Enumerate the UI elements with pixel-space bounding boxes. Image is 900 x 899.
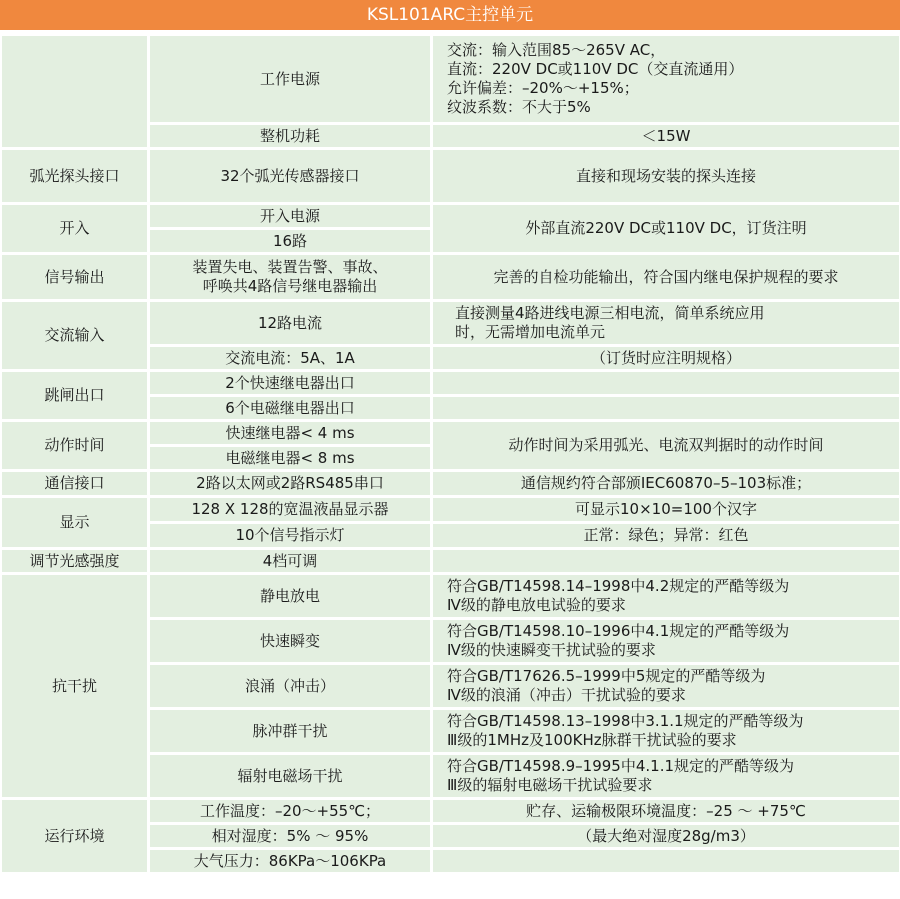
sub-cell-binary-in-count: 16路 — [150, 230, 430, 252]
ac-in-line: 时，无需增加电流单元 — [455, 323, 606, 341]
sub-cell-lcd: 128 X 128的宽温液晶显示器 — [150, 498, 430, 521]
table-row — [2, 550, 899, 572]
cat-cell-emc: 抗干扰 — [2, 575, 147, 797]
val-cell-light-adj — [433, 550, 899, 572]
val-cell-consumption: ＜15W — [433, 125, 899, 147]
val-cell-lcd: 可显示10×10=100个汉字 — [433, 498, 899, 521]
cat-cell-display: 显示 — [2, 498, 147, 547]
emc-line: 符合GB/T14598.13–1998中3.1.1规定的严酷等级为 — [447, 712, 804, 730]
val-cell-burst — [433, 710, 899, 752]
cat-cell-arc-probe: 弧光探头接口 — [2, 150, 147, 202]
sub-cell-temp: 工作温度：–20～+55℃； — [150, 800, 430, 822]
emc-line: Ⅲ级的1MHz及100KHz脉群干扰试验的要求 — [447, 731, 737, 749]
sub-cell-leds: 10个信号指示灯 — [150, 524, 430, 547]
emc-line: Ⅲ级的辐射电磁场干扰试验要求 — [447, 776, 653, 794]
val-cell-binary-in: 外部直流220V DC或110V DC，订货注明 — [433, 205, 899, 252]
table-row — [2, 472, 899, 495]
sub-cell-consumption: 整机功耗 — [150, 125, 430, 147]
emc-line: 符合GB/T14598.10–1996中4.1规定的严酷等级为 — [447, 622, 790, 640]
table-row — [2, 302, 899, 344]
val-cell-esd — [433, 575, 899, 617]
emc-line: 符合GB/T14598.14–1998中4.2规定的严酷等级为 — [447, 577, 790, 595]
sub-cell-pressure: 大气压力：86KPa～106KPa — [150, 850, 430, 872]
sub-cell-arc-probe: 32个弧光传感器接口 — [150, 150, 430, 202]
val-cell-eft — [433, 620, 899, 662]
work-power-line: 直流：220V DC或110V DC（交直流通用） — [447, 60, 744, 78]
cat-cell-light-adj: 调节光感强度 — [2, 550, 147, 572]
table-row — [2, 422, 899, 444]
val-cell-arc-probe: 直接和现场安装的探头连接 — [433, 150, 899, 202]
cat-cell-binary-in: 开入 — [2, 205, 147, 252]
cat-cell-action-time: 动作时间 — [2, 422, 147, 469]
table-row — [2, 372, 899, 394]
emc-line: Ⅳ级的浪涌（冲击）干扰试验的要求 — [447, 686, 686, 704]
table-row — [2, 205, 899, 227]
cat-cell-ac-in: 交流输入 — [2, 302, 147, 369]
val-cell-ac-in — [433, 302, 899, 344]
val-cell-comm: 通信规约符合部颁IEC60870–5–103标准； — [433, 472, 899, 495]
signal-out-line: 装置失电、装置告警、事故、 — [192, 258, 388, 276]
sub-cell-ac-in-count: 12路电流 — [150, 302, 430, 344]
spec-table — [0, 33, 900, 875]
sub-cell-radiated: 辐射电磁场干扰 — [150, 755, 430, 797]
work-power-line: 交流：输入范围85～265V AC， — [447, 41, 666, 59]
sub-cell-eft: 快速瞬变 — [150, 620, 430, 662]
table-title-bar — [0, 0, 900, 30]
sub-cell-ac-current: 交流电流：5A、1A — [150, 347, 430, 369]
emc-line: 符合GB/T14598.9–1995中4.1.1规定的严酷等级为 — [447, 757, 795, 775]
sub-cell-trip-fast: 2个快速继电器出口 — [150, 372, 430, 394]
sub-cell-light-adj: 4档可调 — [150, 550, 430, 572]
val-cell-action-time: 动作时间为采用弧光、电流双判据时的动作时间 — [433, 422, 899, 469]
val-cell-work-power — [433, 36, 899, 122]
val-cell-storage-temp: 贮存、运输极限环境温度：–25 ～ +75℃ — [433, 800, 899, 822]
sub-cell-work-power: 工作电源 — [150, 36, 430, 122]
cat-cell-env: 运行环境 — [2, 800, 147, 872]
work-power-line: 纹波系数：不大于5% — [447, 98, 591, 116]
ac-in-line: 直接测量4路进线电源三相电流，简单系统应用 — [455, 304, 765, 322]
cat-cell-trip-out: 跳闸出口 — [2, 372, 147, 419]
table-row — [2, 575, 899, 617]
sub-cell-binary-in-power: 开入电源 — [150, 205, 430, 227]
sub-cell-action-em: 电磁继电器< 8 ms — [150, 447, 430, 469]
emc-line: Ⅳ级的快速瞬变干扰试验的要求 — [447, 641, 656, 659]
val-cell-abs-humidity: （最大绝对湿度28g/m3） — [433, 825, 899, 847]
cat-cell-power — [2, 36, 147, 147]
sub-cell-surge: 浪涌（冲击） — [150, 665, 430, 707]
sub-cell-action-fast: 快速继电器< 4 ms — [150, 422, 430, 444]
val-cell-pressure — [433, 850, 899, 872]
emc-line: Ⅳ级的静电放电试验的要求 — [447, 596, 626, 614]
table-row — [2, 255, 899, 299]
table-row — [2, 498, 899, 521]
val-cell-radiated — [433, 755, 899, 797]
table-row — [2, 150, 899, 202]
val-cell-ac-current: （订货时应注明规格） — [433, 347, 899, 369]
emc-line: 符合GB/T17626.5–1999中5规定的严酷等级为 — [447, 667, 766, 685]
cat-cell-comm: 通信接口 — [2, 472, 147, 495]
work-power-line: 允许偏差：–20%～+15%； — [447, 79, 639, 97]
cat-cell-signal-out: 信号输出 — [2, 255, 147, 299]
sub-cell-humidity: 相对湿度：5% ～ 95% — [150, 825, 430, 847]
signal-out-line: 呼唤共4路信号继电器输出 — [202, 277, 378, 295]
sub-cell-signal-out — [150, 255, 430, 299]
table-row — [2, 36, 899, 122]
val-cell-trip-fast — [433, 372, 899, 394]
val-cell-signal-out: 完善的自检功能输出，符合国内继电保护规程的要求 — [433, 255, 899, 299]
table-title: KSL101ARC主控单元 — [366, 5, 534, 25]
sub-cell-comm: 2路以太网或2路RS485串口 — [150, 472, 430, 495]
val-cell-surge — [433, 665, 899, 707]
sub-cell-esd: 静电放电 — [150, 575, 430, 617]
table-row — [2, 800, 899, 822]
sub-cell-trip-em: 6个电磁继电器出口 — [150, 397, 430, 419]
val-cell-trip-em — [433, 397, 899, 419]
val-cell-leds: 正常：绿色；异常：红色 — [433, 524, 899, 547]
sub-cell-burst: 脉冲群干扰 — [150, 710, 430, 752]
